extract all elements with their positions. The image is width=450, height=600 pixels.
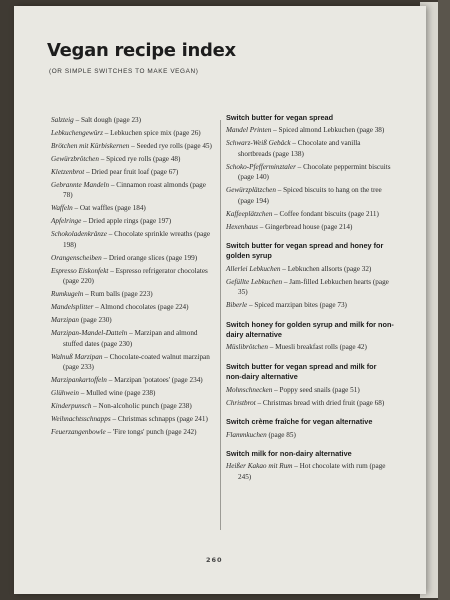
- recipe-description: – Lebkuchen allsorts (page 32): [280, 264, 372, 273]
- recipe-description: – Chocolate-coated walnut marzipan (page 233): [63, 352, 210, 372]
- index-entry: [226, 209, 394, 219]
- page-title: Vegan recipe index: [47, 40, 236, 61]
- index-entry: [51, 388, 217, 398]
- recipe-german-name: Allerlei Lebkuchen: [226, 264, 281, 273]
- index-entry: [226, 138, 394, 159]
- index-entry: [51, 115, 217, 125]
- recipe-description: – Espresso refrigerator chocolates (page 220): [63, 266, 208, 286]
- recipe-description: – Christmas schnapps (page 241): [110, 415, 208, 424]
- recipe-description: – Hot chocolate with rum (page 245): [238, 462, 386, 481]
- recipe-german-name: Hexenhaus: [226, 222, 258, 231]
- index-entry: [51, 203, 217, 213]
- index-entry: [51, 167, 217, 177]
- switch-section: [226, 113, 394, 232]
- recipe-german-name: Orangenscheiben: [51, 253, 102, 262]
- index-entry: [226, 300, 394, 310]
- recipe-german-name: Lebkuchengewürz: [51, 129, 103, 137]
- recipe-german-name: Espresso Eiskonfekt: [51, 266, 109, 275]
- recipe-description: – Oat waffles (page 184): [72, 204, 146, 213]
- recipe-german-name: Brötchen mit Kürbiskernen: [51, 142, 130, 150]
- index-entry: [226, 125, 394, 135]
- index-entry: [51, 302, 217, 312]
- recipe-german-name: Heißer Kakao mit Rum: [226, 462, 293, 471]
- index-entry: [51, 180, 217, 201]
- switch-section: [226, 362, 394, 408]
- recipe-german-name: Christbrot: [226, 398, 256, 407]
- recipe-german-name: Waffeln: [51, 204, 73, 213]
- recipe-german-name: Mohnschnecken: [226, 385, 273, 394]
- index-entry: [51, 216, 217, 226]
- recipe-description: – Chocolate peppermint biscuits (page 140): [238, 162, 391, 182]
- index-entry: [51, 375, 217, 385]
- index-entry: [226, 277, 394, 298]
- switch-section: [226, 241, 394, 311]
- recipe-german-name: Schokoladenkränze: [51, 230, 107, 239]
- recipe-description: – Spiced rye rolls (page 48): [98, 155, 181, 163]
- index-entry: [51, 154, 217, 164]
- recipe-description: – Spiced almond Lebkuchen (page 38): [271, 126, 385, 135]
- index-entry: [51, 128, 217, 138]
- switch-section: [226, 417, 394, 440]
- index-entry: [51, 289, 217, 299]
- index-entry: [51, 315, 217, 325]
- recipe-german-name: Kletzenbrot: [51, 168, 85, 176]
- section-heading: Switch honey for golden syrup and milk for non-dairy alternative: [226, 319, 394, 340]
- recipe-description: – Dried orange slices (page 199): [101, 253, 198, 262]
- recipe-description: – Seeded rye rolls (page 45): [129, 142, 212, 150]
- index-entry: [51, 414, 217, 424]
- recipe-german-name: Gebrannte Mandeln: [51, 181, 110, 189]
- recipe-german-name: Marzipankartoffeln: [51, 376, 107, 385]
- recipe-german-name: Schoko-Pfefferminztaler: [226, 162, 296, 171]
- index-entry: [51, 253, 217, 263]
- recipe-description: – Lebkuchen spice mix (page 26): [102, 129, 201, 137]
- section-heading: Switch butter for vegan spread: [226, 113, 334, 122]
- recipe-description: – Jam-filled Lebkuchen hearts (page 35): [238, 277, 389, 297]
- recipe-german-name: Walnuß Marzipan: [51, 352, 103, 361]
- recipe-german-name: Schwarz-Weiß Gebäck: [226, 139, 291, 148]
- index-entry: [51, 427, 217, 437]
- book-edge: [438, 0, 450, 600]
- recipe-german-name: Weihnachtsschnapps: [51, 415, 111, 424]
- index-entry: [51, 401, 217, 411]
- index-entry: [226, 385, 394, 395]
- index-entry: [226, 222, 394, 232]
- index-entry: [226, 398, 394, 408]
- recipe-german-name: Gewürzbrötchen: [51, 155, 99, 163]
- page-number: 260: [206, 556, 223, 564]
- recipe-german-name: Marzipan-Mandel-Datteln: [51, 329, 128, 338]
- recipe-description: – Mulled wine (page 238): [78, 389, 156, 398]
- switch-section: [226, 320, 394, 353]
- recipe-description: – Spiced marzipan bites (page 73): [247, 301, 347, 310]
- switch-section: [226, 449, 394, 482]
- recipe-description: – Spiced biscuits to hang on the tree (page 194): [238, 186, 382, 205]
- recipe-description: – Dried apple rings (page 197): [81, 217, 172, 226]
- right-column: [226, 115, 394, 491]
- index-entry: [226, 185, 394, 206]
- recipe-description: – 'Fire tongs' punch (page 242): [105, 428, 197, 437]
- index-entry: [226, 461, 394, 482]
- recipe-german-name: Gefüllte Lebkuchen: [226, 277, 283, 286]
- recipe-german-name: Glühwein: [51, 389, 79, 398]
- recipe-german-name: Biberle: [226, 301, 248, 310]
- recipe-german-name: Mandelsplitter: [51, 303, 94, 312]
- section-heading: Switch crème fraîche for vegan alternative: [226, 417, 373, 427]
- recipe-description: – Gingerbread house (page 214): [257, 222, 353, 231]
- recipe-german-name: Müslibrötchen: [226, 343, 268, 352]
- recipe-german-name: Apfelringe: [51, 217, 82, 226]
- recipe-description: – Salt dough (page 23): [73, 116, 142, 124]
- left-column: [51, 115, 217, 440]
- recipe-description: – Chocolate sprinkle wreaths (page 198): [63, 230, 211, 249]
- section-heading: Switch milk for non-dairy alternative: [226, 448, 352, 458]
- recipe-german-name: Kinderpunsch: [51, 402, 92, 411]
- index-entry: [226, 430, 394, 440]
- recipe-description: – Christmas bread with dried fruit (page 68): [255, 398, 385, 407]
- index-entry: [51, 352, 217, 373]
- index-entry: [51, 328, 217, 349]
- section-heading: Switch butter for vegan spread and honey for golden syrup: [226, 241, 384, 261]
- recipe-description: – Almond chocolates (page 224): [93, 303, 189, 312]
- recipe-description: – Dried pear fruit loaf (page 67): [84, 168, 179, 176]
- recipe-description: (page 85): [266, 430, 296, 439]
- recipe-german-name: Marzipan: [51, 316, 79, 325]
- index-entry: [226, 264, 394, 274]
- recipe-german-name: Gewürzplätzchen: [226, 186, 276, 195]
- recipe-german-name: Kaffeeplätzchen: [226, 209, 273, 218]
- recipe-description: – Poppy seed snails (page 51): [272, 385, 360, 394]
- index-entry: [226, 162, 394, 183]
- index-entry: [226, 342, 394, 352]
- column-divider: [220, 120, 221, 530]
- recipe-german-name: Salzteig: [51, 116, 74, 124]
- recipe-german-name: Feuerzangenbowle: [51, 428, 106, 437]
- recipe-description: – Muesli breakfast rolls (page 42): [267, 343, 367, 352]
- index-entry: [51, 266, 217, 287]
- recipe-description: – Cinnamon roast almonds (page 78): [63, 181, 206, 200]
- recipe-description: – Marzipan and almond stuffed dates (page 230): [63, 329, 198, 348]
- page-subtitle: (OR SIMPLE SWITCHES TO MAKE VEGAN): [49, 68, 199, 75]
- recipe-german-name: Rumkugeln: [51, 290, 84, 299]
- recipe-description: – Chocolate and vanilla shortbreads (page 138): [238, 139, 361, 158]
- recipe-german-name: Flammkuchen: [226, 430, 267, 439]
- recipe-description: – Marzipan 'potatoes' (page 234): [106, 376, 203, 385]
- index-entry: [51, 141, 217, 151]
- recipe-description: – Non-alcoholic punch (page 238): [91, 402, 192, 411]
- recipe-description: – Coffee fondant biscuits (page 211): [272, 209, 379, 218]
- section-heading: Switch butter for vegan spread and milk for non-dairy alternative: [226, 361, 377, 382]
- recipe-description: (page 230): [78, 316, 112, 325]
- recipe-description: – Rum balls (page 223): [83, 290, 153, 299]
- recipe-german-name: Mandel Printen: [226, 126, 272, 135]
- index-entry: [51, 229, 217, 250]
